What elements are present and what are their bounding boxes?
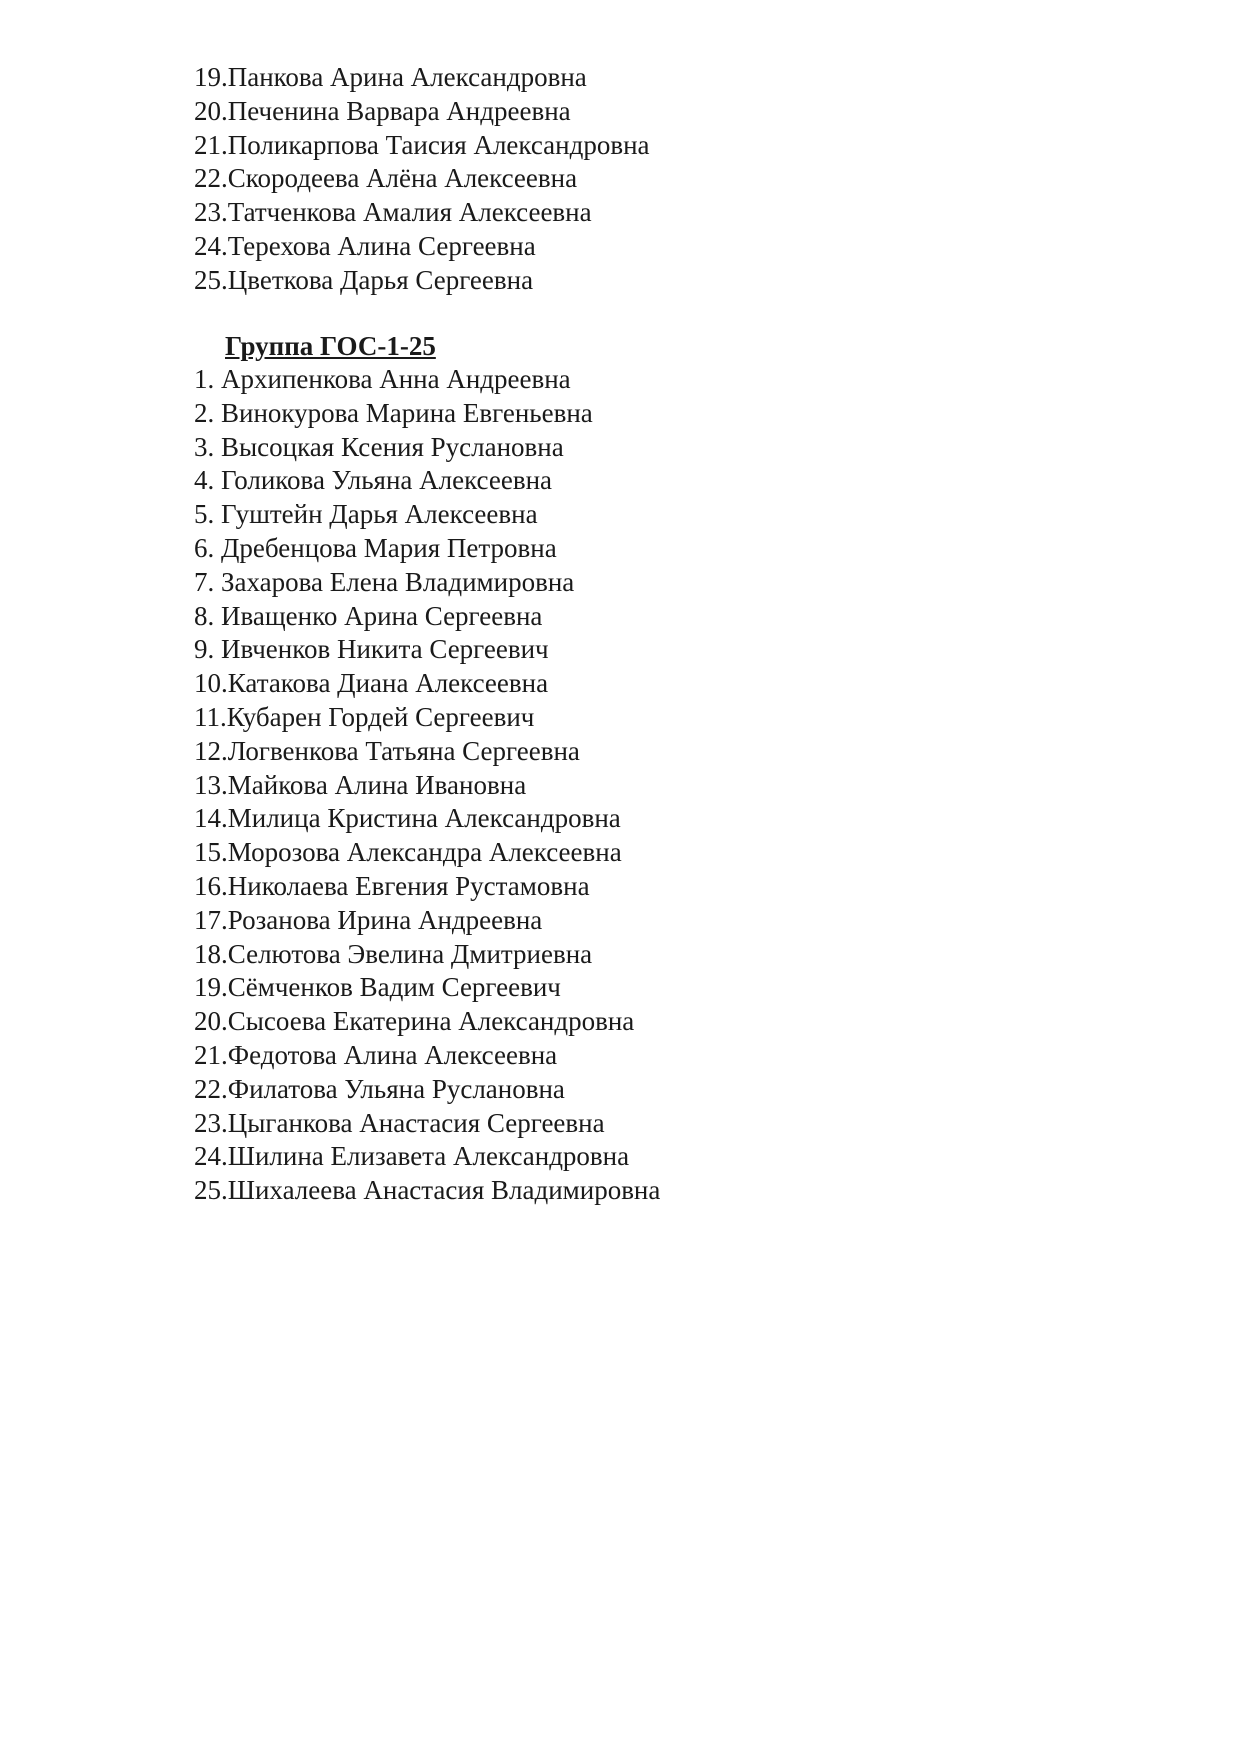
list-item: 16.Николаева Евгения Рустамовна — [194, 870, 590, 901]
list-item: 10.Катакова Диана Алексеевна — [194, 668, 549, 699]
list-item: 23.Цыганкова Анастасия Сергеевна — [194, 1107, 605, 1138]
list-item: 8. Иващенко Арина Сергеевна — [194, 600, 543, 631]
list-item: 22.Скородеева Алёна Алексеевна — [194, 163, 578, 194]
student-list-group — [194, 363, 660, 1208]
list-item: 1. Архипенкова Анна Андреевна — [194, 364, 571, 394]
list-item: 4. Голикова Ульяна Алексеевна — [194, 465, 553, 496]
list-item: 3. Высоцкая Ксения Руслановна — [194, 431, 564, 462]
list-item: 24.Шилина Елизавета Александровна — [194, 1141, 630, 1172]
list-item: 6. Дребенцова Мария Петровна — [194, 532, 557, 563]
list-item: 25.Цветкова Дарья Сергеевна — [194, 264, 534, 295]
list-item: 21.Поликарпова Таисия Александровна — [194, 129, 650, 160]
list-item: 21.Федотова Алина Алексеевна — [194, 1039, 558, 1070]
list-item: 7. Захарова Елена Владимировна — [194, 566, 575, 597]
list-item: 18.Селютова Эвелина Дмитриевна — [194, 938, 593, 969]
list-item: 12.Логвенкова Татьяна Сергеевна — [194, 735, 580, 766]
list-item: 20.Сысоева Екатерина Александровна — [194, 1006, 635, 1037]
list-item: 20.Печенина Варвара Андреевна — [194, 95, 571, 126]
list-item: 11.Кубарен Гордей Сергеевич — [194, 701, 535, 732]
list-item: 5. Гуштейн Дарья Алексеевна — [194, 499, 538, 530]
list-item: 9. Ивченков Никита Сергеевич — [194, 634, 549, 665]
list-item: 17.Розанова Ирина Андреевна — [194, 904, 543, 935]
list-item: 24.Терехова Алина Сергеевна — [194, 230, 536, 261]
group-heading: Группа ГОС-1-25 — [225, 331, 436, 361]
list-item: 13.Майкова Алина Ивановна — [194, 769, 527, 800]
list-item: 19.Сёмченков Вадим Сергеевич — [194, 972, 561, 1003]
list-item: 2. Винокурова Марина Евгеньевна — [194, 397, 593, 428]
list-item: 15.Морозова Александра Алексеевна — [194, 837, 622, 868]
list-item: 23.Татченкова Амалия Алексеевна — [194, 197, 592, 228]
list-item: 22.Филатова Ульяна Руслановна — [194, 1073, 565, 1104]
list-item: 14.Милица Кристина Александровна — [194, 803, 621, 834]
student-list-continued — [194, 61, 650, 298]
list-item: 25.Шихалеева Анастасия Владимировна — [194, 1175, 661, 1206]
list-item: 19.Панкова Арина Александровна — [194, 62, 587, 92]
